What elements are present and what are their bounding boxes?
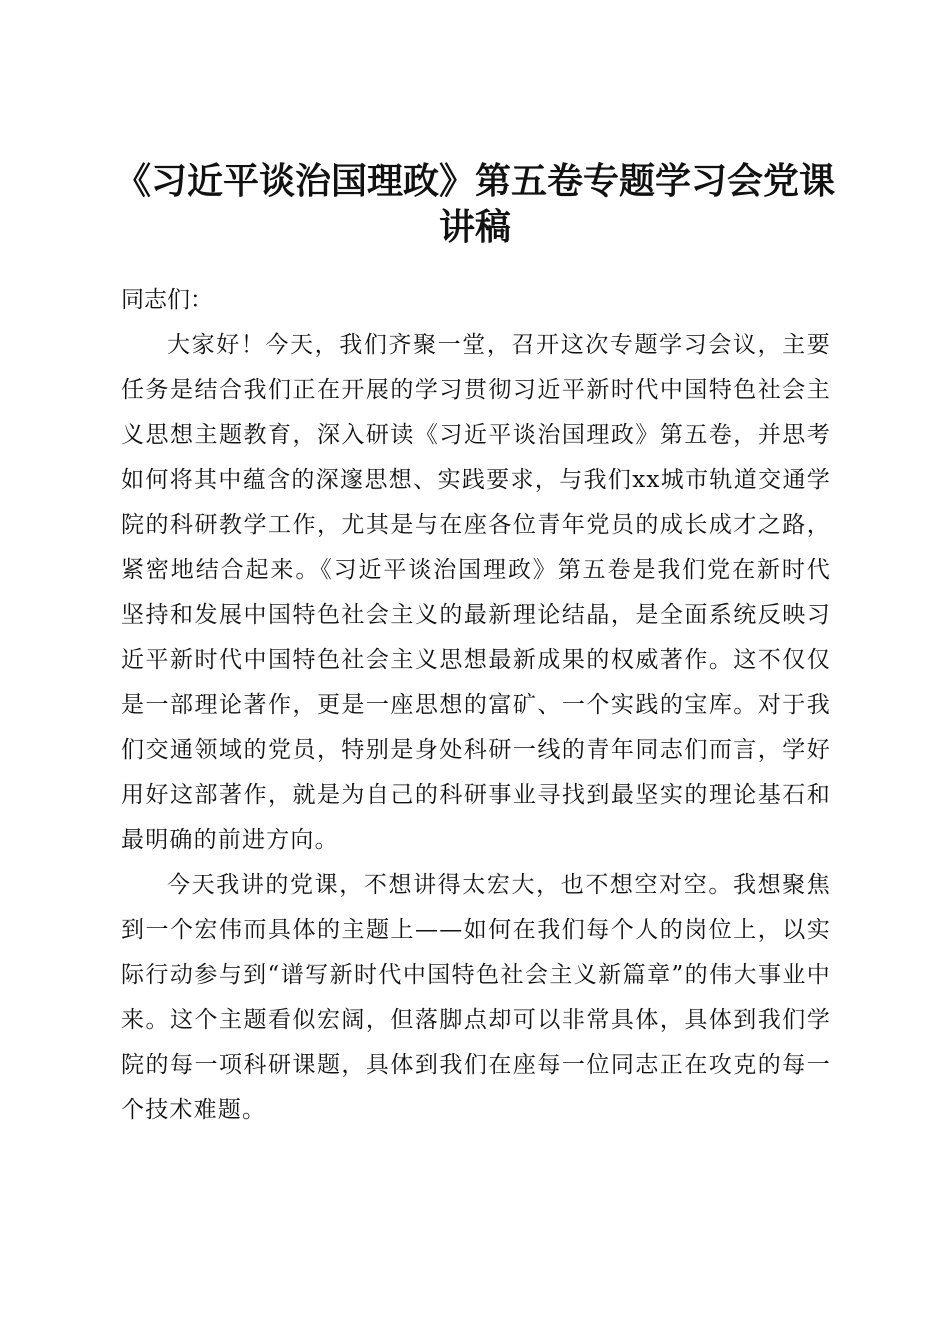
document-title bbox=[80, 158, 870, 250]
salutation: 同志们： bbox=[121, 287, 213, 313]
title-line-1: 《习近平谈治国理政》第五卷专题学习会党课 bbox=[114, 160, 835, 203]
paragraph-2: 今天我讲的党课，不想讲得太宏大，也不想空对空。我想聚焦到一个宏伟而具体的主题上——如何在我们每个人的岗位上，以实际行动参与到“谱写新时代中国特色社会主义新篇章”的伟大事业中来。这个主题看似宏阔，但落脚点却可以非常具体，具体到我们学院的每一项科研课题，具体到我们在座每一位同志正在攻克的每一个技术难题。 bbox=[121, 872, 831, 1123]
paragraph-1: 大家好！今天，我们齐聚一堂，召开这次专题学习会议，主要任务是结合我们正在开展的学习贯彻习近平新时代中国特色社会主义思想主题教育，深入研读《习近平谈治国理政》第五卷，并思考如何将其中蕴含的深邃思想、实践要求，与我们xx城市轨道交通学院的科研教学工作，尤其是与在座各位青年党员的成长成才之路，紧密地结合起来。《习近平谈治国理政》第五卷是我们党在新时代坚持和发展中国特色社会主义的最新理论结晶，是全面系统反映习近平新时代中国特色社会主义思想最新成果的权威著作。这不仅仅是一部理论著作，更是一座思想的富矿、一个实践的宝库。对于我们交通领域的党员，特别是身处科研一线的青年同志们而言，学好用好这部著作，就是为自己的科研事业寻找到最坚实的理论基石和最明确的前进方向。 bbox=[121, 332, 831, 853]
document-body bbox=[121, 278, 831, 1133]
title-line-2: 讲稿 bbox=[438, 206, 511, 249]
